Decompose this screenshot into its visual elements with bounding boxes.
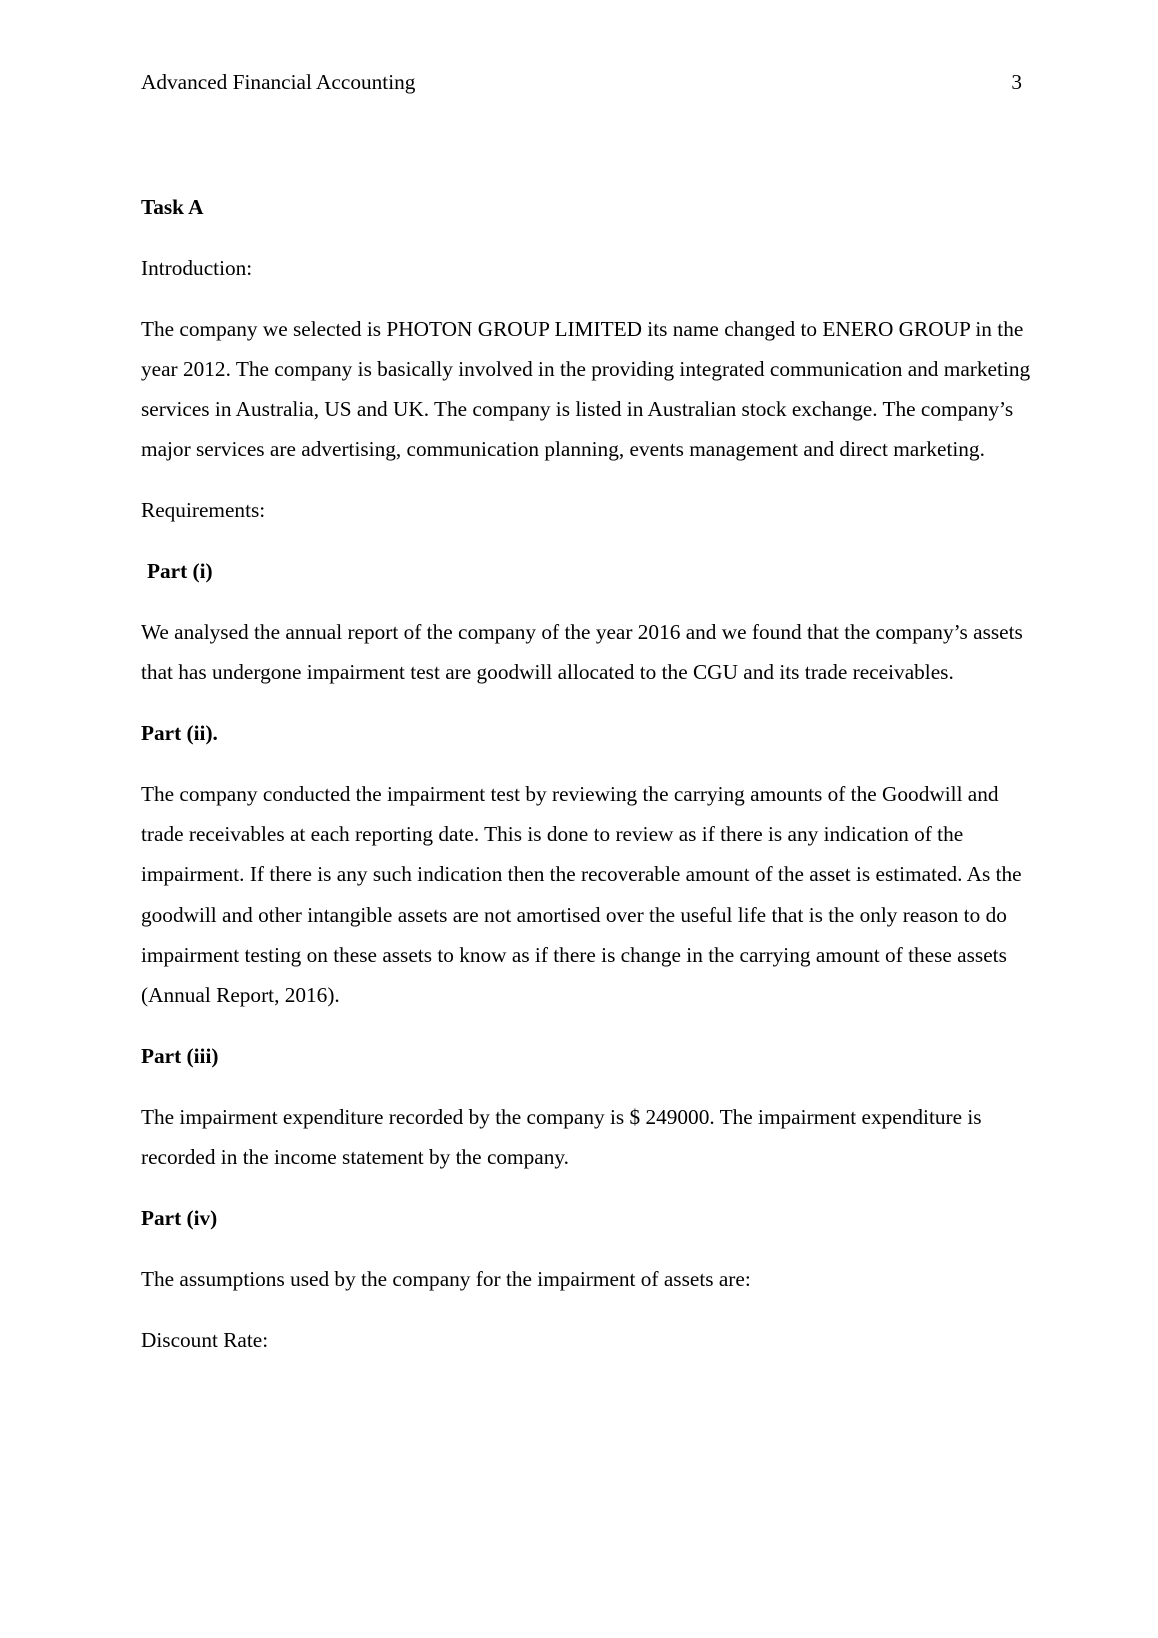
document-body: [141, 187, 1031, 1380]
introduction-label: Introduction:: [141, 255, 253, 280]
requirements-label: Requirements:: [141, 498, 266, 523]
part-iii-heading: Part (iii): [141, 1044, 219, 1069]
part-i-heading: Part (i): [147, 559, 213, 584]
header-title: Advanced Financial Accounting: [141, 70, 416, 94]
introduction-paragraph: The company we selected is PHOTON GROUP LIMITED its name changed to ENERO GROUP in the year 2012. The company is basically involved in the providing integrated communication and marketing services in Australia, US and UK. The company is listed in Australian stock exchange. The company’s major services are advertising, communication planning, events management and direct marketing.: [141, 316, 1031, 462]
part-iv-heading: Part (iv): [141, 1205, 218, 1230]
part-iii-paragraph: The impairment expenditure recorded by the company is $ 249000. The impairment expenditure is recorded in the income statement by the company.: [141, 1104, 982, 1170]
discount-rate-label: Discount Rate:: [141, 1327, 269, 1352]
page-number: 3: [1011, 70, 1022, 94]
part-ii-heading: Part (ii).: [141, 720, 218, 745]
page-header: [141, 68, 1022, 96]
part-ii-paragraph: The company conducted the impairment test by reviewing the carrying amounts of the Goodwill and trade receivables at each reporting date. This is done to review as if there is any indication of the impairment. If there is any such indication then the recoverable amount of the asset is estimated. As the goodwill and other intangible assets are not amortised over the useful life that is the only reason to do impairment testing on these assets to know as if there is change in the carrying amount of these assets (Annual Report, 2016).: [141, 781, 1022, 1008]
part-i-paragraph: We analysed the annual report of the company of the year 2016 and we found that the company’s assets that has undergone impairment test are goodwill allocated to the CGU and its trade receivables.: [141, 619, 1023, 685]
task-heading: Task A: [141, 195, 204, 219]
part-iv-paragraph: The assumptions used by the company for the impairment of assets are:: [141, 1266, 751, 1291]
